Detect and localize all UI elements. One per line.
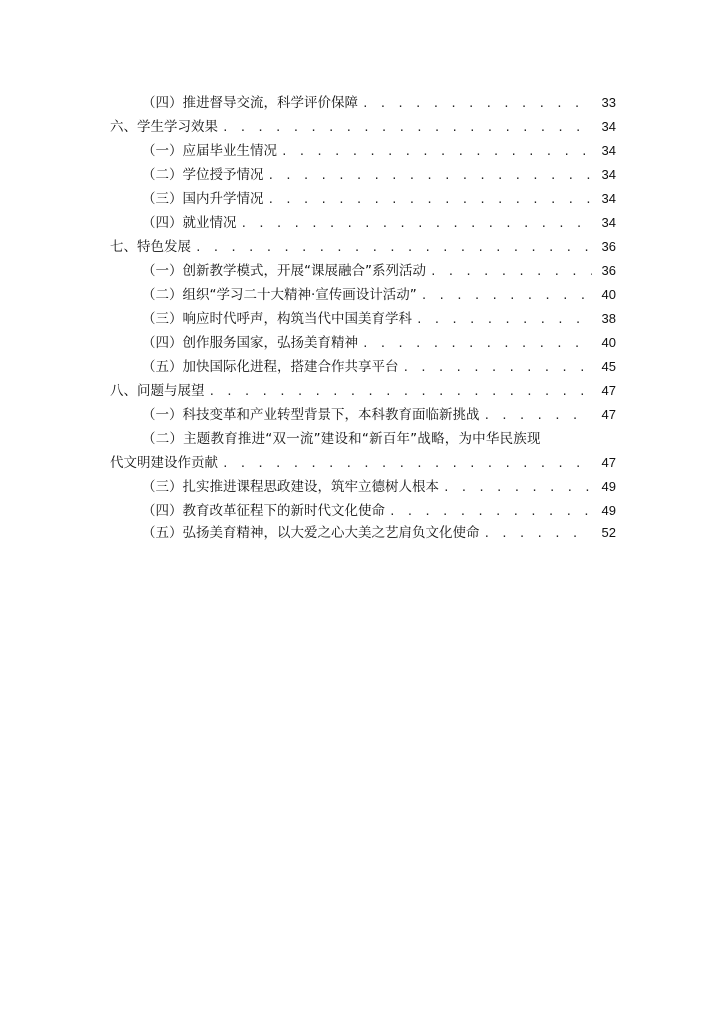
toc-entry-7-1[interactable] bbox=[142, 261, 616, 281]
toc-entry-6-4[interactable] bbox=[142, 213, 616, 233]
toc-page-number: 45 bbox=[601, 359, 616, 374]
toc-entry-label: （五）弘扬美育精神，以大爱之心大美之艺肩负文化使命 bbox=[142, 525, 480, 541]
dot-leader bbox=[281, 143, 592, 161]
toc-page-number: 38 bbox=[601, 311, 616, 326]
toc-section-7[interactable] bbox=[110, 237, 616, 257]
toc-page-number: 47 bbox=[601, 407, 616, 422]
dot-leader bbox=[362, 95, 592, 113]
toc-page-number: 47 bbox=[601, 383, 616, 398]
toc-entry-label: （四）就业情况 bbox=[142, 215, 237, 231]
toc-entry-7-5[interactable] bbox=[142, 357, 616, 377]
dot-leader bbox=[421, 287, 592, 305]
toc-entry-label: （五）加快国际化进程，搭建合作共享平台 bbox=[142, 359, 399, 375]
toc-page-number: 33 bbox=[601, 95, 616, 110]
toc-page-number: 49 bbox=[601, 503, 616, 518]
toc-entry-label: （四）创作服务国家，弘扬美育精神 bbox=[142, 335, 358, 351]
toc-page-number: 36 bbox=[601, 263, 616, 278]
dot-leader bbox=[403, 359, 593, 377]
dot-leader bbox=[362, 335, 592, 353]
toc-entry-8-4[interactable] bbox=[142, 501, 616, 521]
dot-leader bbox=[484, 407, 593, 425]
toc-entry-label: 代文明建设作贡献 bbox=[110, 455, 218, 471]
toc-entry-6-1[interactable] bbox=[142, 141, 616, 161]
toc-page-number: 36 bbox=[601, 239, 616, 254]
toc-entry-label: 七、特色发展 bbox=[110, 239, 191, 255]
toc-entry-label: 六、学生学习效果 bbox=[110, 119, 218, 135]
toc-entry-8-2[interactable] bbox=[142, 429, 616, 449]
toc-entry-label: （四）教育改革征程下的新时代文化使命 bbox=[142, 503, 385, 519]
dot-leader bbox=[209, 383, 593, 401]
toc-entry-6-2[interactable] bbox=[142, 165, 616, 185]
dot-leader bbox=[222, 455, 592, 473]
toc-entry-label: （二）组织“学习二十大精神·宣传画设计活动” bbox=[142, 287, 417, 303]
toc-entry-label: 八、问题与展望 bbox=[110, 383, 205, 399]
toc-page-number: 40 bbox=[601, 287, 616, 302]
toc-entry-label: （三）响应时代呼声，构筑当代中国美育学科 bbox=[142, 311, 412, 327]
dot-leader bbox=[416, 311, 592, 329]
dot-leader bbox=[443, 479, 592, 497]
dot-leader bbox=[268, 191, 593, 209]
toc-page-number: 52 bbox=[601, 525, 616, 540]
dot-leader bbox=[389, 503, 592, 521]
toc-entry-label: （一）科技变革和产业转型背景下，本科教育面临新挑战 bbox=[142, 407, 480, 423]
toc-page-number: 49 bbox=[601, 479, 616, 494]
dot-leader bbox=[241, 215, 593, 233]
toc-page-number: 34 bbox=[601, 119, 616, 134]
toc-entry-7-2[interactable] bbox=[142, 285, 616, 305]
toc-entry-label: （二）主题教育推进“双一流”建设和“新百年”战略，为中华民族现 bbox=[142, 431, 541, 447]
dot-leader bbox=[195, 239, 592, 257]
toc-entry-7-4[interactable] bbox=[142, 333, 616, 353]
toc-section-6[interactable] bbox=[110, 117, 616, 137]
toc-page-number: 34 bbox=[601, 167, 616, 182]
toc-entry-8-3[interactable] bbox=[142, 477, 616, 497]
toc-page-number: 40 bbox=[601, 335, 616, 350]
dot-leader bbox=[484, 525, 593, 543]
dot-leader bbox=[268, 167, 593, 185]
toc-entry-label: （三）扎实推进课程思政建设，筑牢立德树人根本 bbox=[142, 479, 439, 495]
toc-page-number: 34 bbox=[601, 215, 616, 230]
toc-entry-label: （三）国内升学情况 bbox=[142, 191, 264, 207]
toc-entry-4-4[interactable] bbox=[142, 93, 616, 113]
toc-entry-label: （二）学位授予情况 bbox=[142, 167, 264, 183]
toc-entry-6-3[interactable] bbox=[142, 189, 616, 209]
toc-section-8[interactable] bbox=[110, 381, 616, 401]
toc-entry-label: （四）推进督导交流，科学评价保障 bbox=[142, 95, 358, 111]
toc-entry-8-1[interactable] bbox=[142, 405, 616, 425]
toc-entry-8-2-continued[interactable] bbox=[110, 453, 616, 473]
toc-page-number: 47 bbox=[601, 455, 616, 470]
toc-page-number: 34 bbox=[601, 191, 616, 206]
toc-entry-label: （一）创新教学模式，开展“课展融合”系列活动 bbox=[142, 263, 426, 279]
toc-entry-8-5[interactable] bbox=[142, 523, 616, 543]
toc-entry-7-3[interactable] bbox=[142, 309, 616, 329]
dot-leader bbox=[430, 263, 592, 281]
toc-entry-label: （一）应届毕业生情况 bbox=[142, 143, 277, 159]
toc-page-number: 34 bbox=[601, 143, 616, 158]
dot-leader bbox=[222, 119, 592, 137]
